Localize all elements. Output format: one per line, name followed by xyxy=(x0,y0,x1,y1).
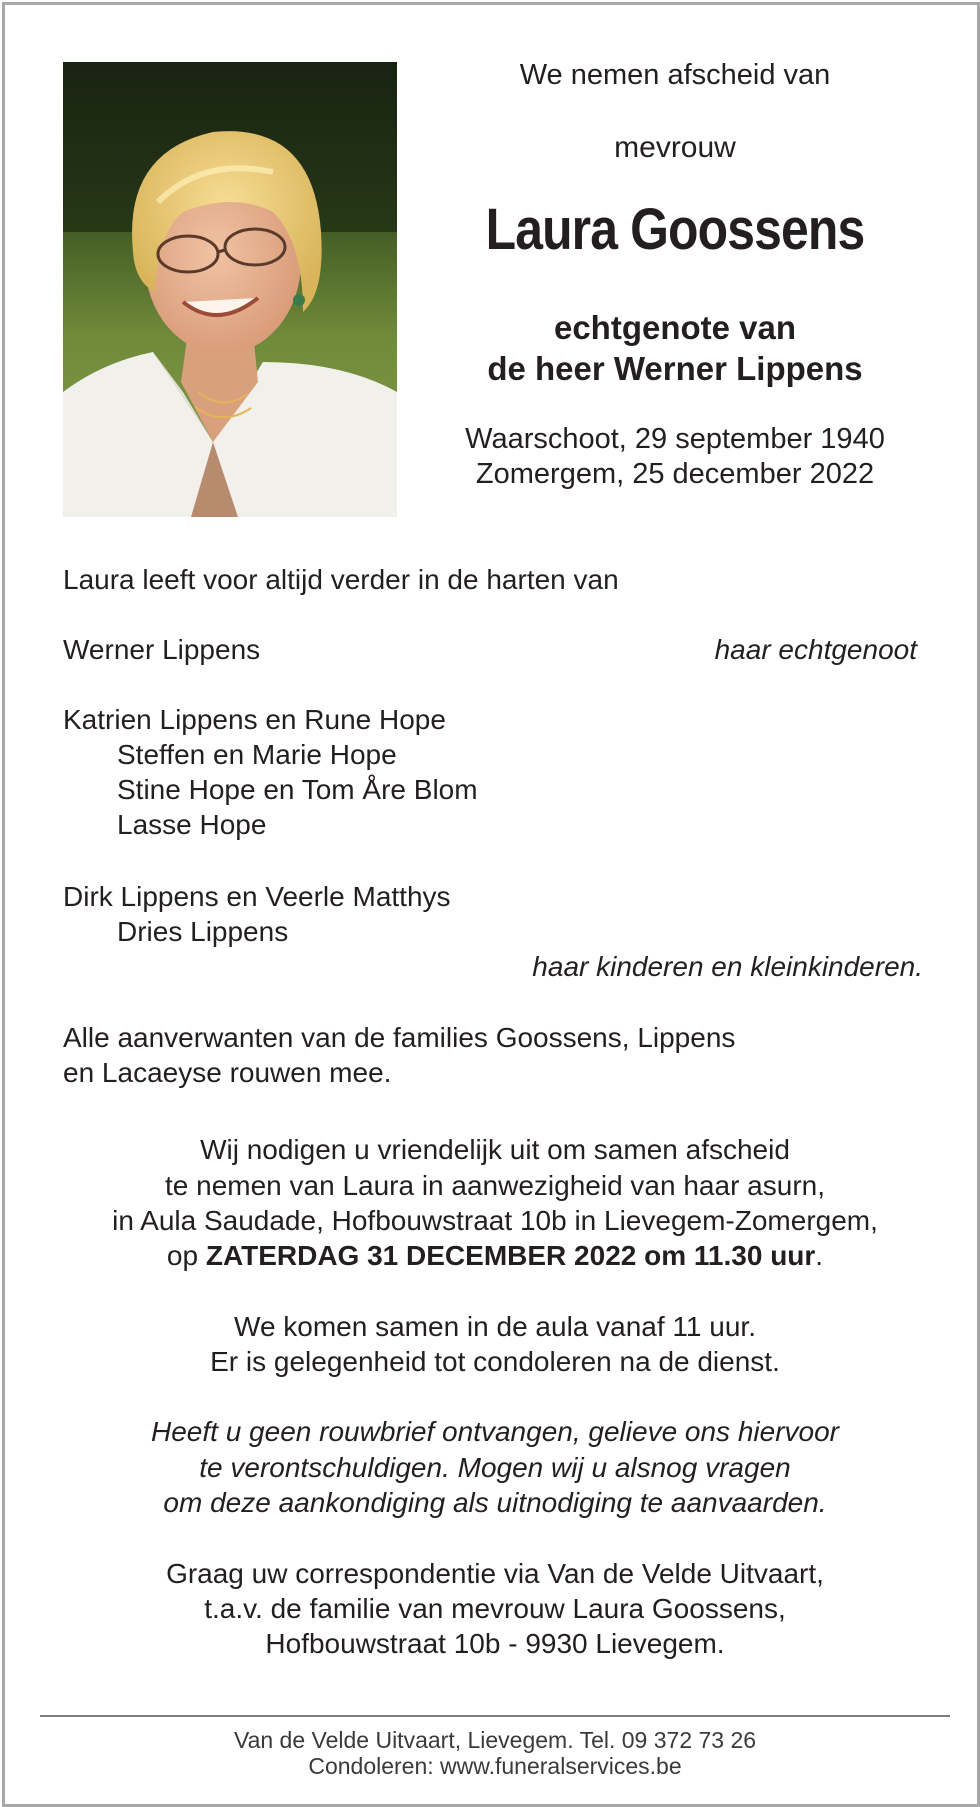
children-role: haar kinderen en kleinkinderen. xyxy=(532,951,923,982)
ceremony-date: ZATERDAG 31 DECEMBER 2022 om 11.30 uur xyxy=(205,1240,816,1271)
ceremony-line-3: in Aula Saudade, Hofbouwstraat 10b in Lievegem-Zomergem, xyxy=(112,1205,878,1236)
spouse-line-1: echtgenote van xyxy=(553,309,797,346)
family-group-2-parent: Dirk Lippens en Veerle Matthys xyxy=(63,881,451,912)
correspondence-line-3: Hofbouwstraat 10b - 9930 Lievegem. xyxy=(265,1628,725,1659)
correspondence-line-2: t.a.v. de familie van mevrouw Laura Goossens, xyxy=(204,1593,786,1624)
ceremony-line-2: te nemen van Laura in aanwezigheid van haar asurn, xyxy=(165,1170,825,1201)
family-intro: Laura leeft voor altijd verder in de harten van xyxy=(63,564,619,595)
spouse-role: haar echtgenoot xyxy=(714,634,917,665)
notice-line-1: Heeft u geen rouwbrief ontvangen, gelieve ons hiervoor xyxy=(151,1416,839,1447)
ceremony-date-prefix: op xyxy=(166,1240,206,1271)
footer-divider xyxy=(40,1715,950,1717)
ceremony-line-1: Wij nodigen u vriendelijk uit om samen afscheid xyxy=(200,1134,790,1165)
notice-card xyxy=(2,2,980,1807)
life-dates xyxy=(435,422,915,492)
ceremony-date-line xyxy=(5,1238,980,1273)
family-group-1-parent: Katrien Lippens en Rune Hope xyxy=(63,704,446,735)
notice-line-2: te verontschuldigen. Mogen wij u alsnog vragen xyxy=(199,1452,791,1483)
family-group-1-child: Stine Hope en Tom Åre Blom xyxy=(117,774,478,805)
relatives-line-2: en Lacaeyse rouwen mee. xyxy=(63,1057,392,1088)
death-date: Zomergem, 25 december 2022 xyxy=(475,458,875,490)
footer-contact: Van de Velde Uitvaart, Lievegem. Tel. 09 372 73 26 xyxy=(233,1727,757,1753)
spouse-name: Werner Lippens xyxy=(63,634,261,665)
portrait-photo xyxy=(63,62,397,517)
family-group-1-child: Lasse Hope xyxy=(117,809,267,840)
family-group-2-child: Dries Lippens xyxy=(117,916,289,947)
ceremony-date-suffix: . xyxy=(815,1240,824,1271)
spouse-line-2: de heer Werner Lippens xyxy=(487,350,863,387)
deceased-name: Laura Goossens xyxy=(485,197,865,262)
gathering-line-2: Er is gelegenheid tot condoleren na de dienst. xyxy=(210,1346,780,1377)
footer-condolences: Condoleren: www.funeralservices.be xyxy=(308,1753,682,1779)
birth-date: Waarschoot, 29 september 1940 xyxy=(465,423,885,455)
intro-text: We nemen afscheid van xyxy=(519,59,831,91)
family-group-1-child: Steffen en Marie Hope xyxy=(117,739,397,770)
relatives-line-1: Alle aanverwanten van de families Goossens, Lippens xyxy=(63,1022,736,1053)
title-prefix: mevrouw xyxy=(614,131,736,164)
spouse-info xyxy=(435,307,915,389)
gathering-line-1: We komen samen in de aula vanaf 11 uur. xyxy=(234,1311,756,1342)
notice-line-3: om deze aankondiging als uitnodiging te aanvaarden. xyxy=(163,1487,827,1518)
correspondence-line-1: Graag uw correspondentie via Van de Velde Uitvaart, xyxy=(166,1558,824,1589)
